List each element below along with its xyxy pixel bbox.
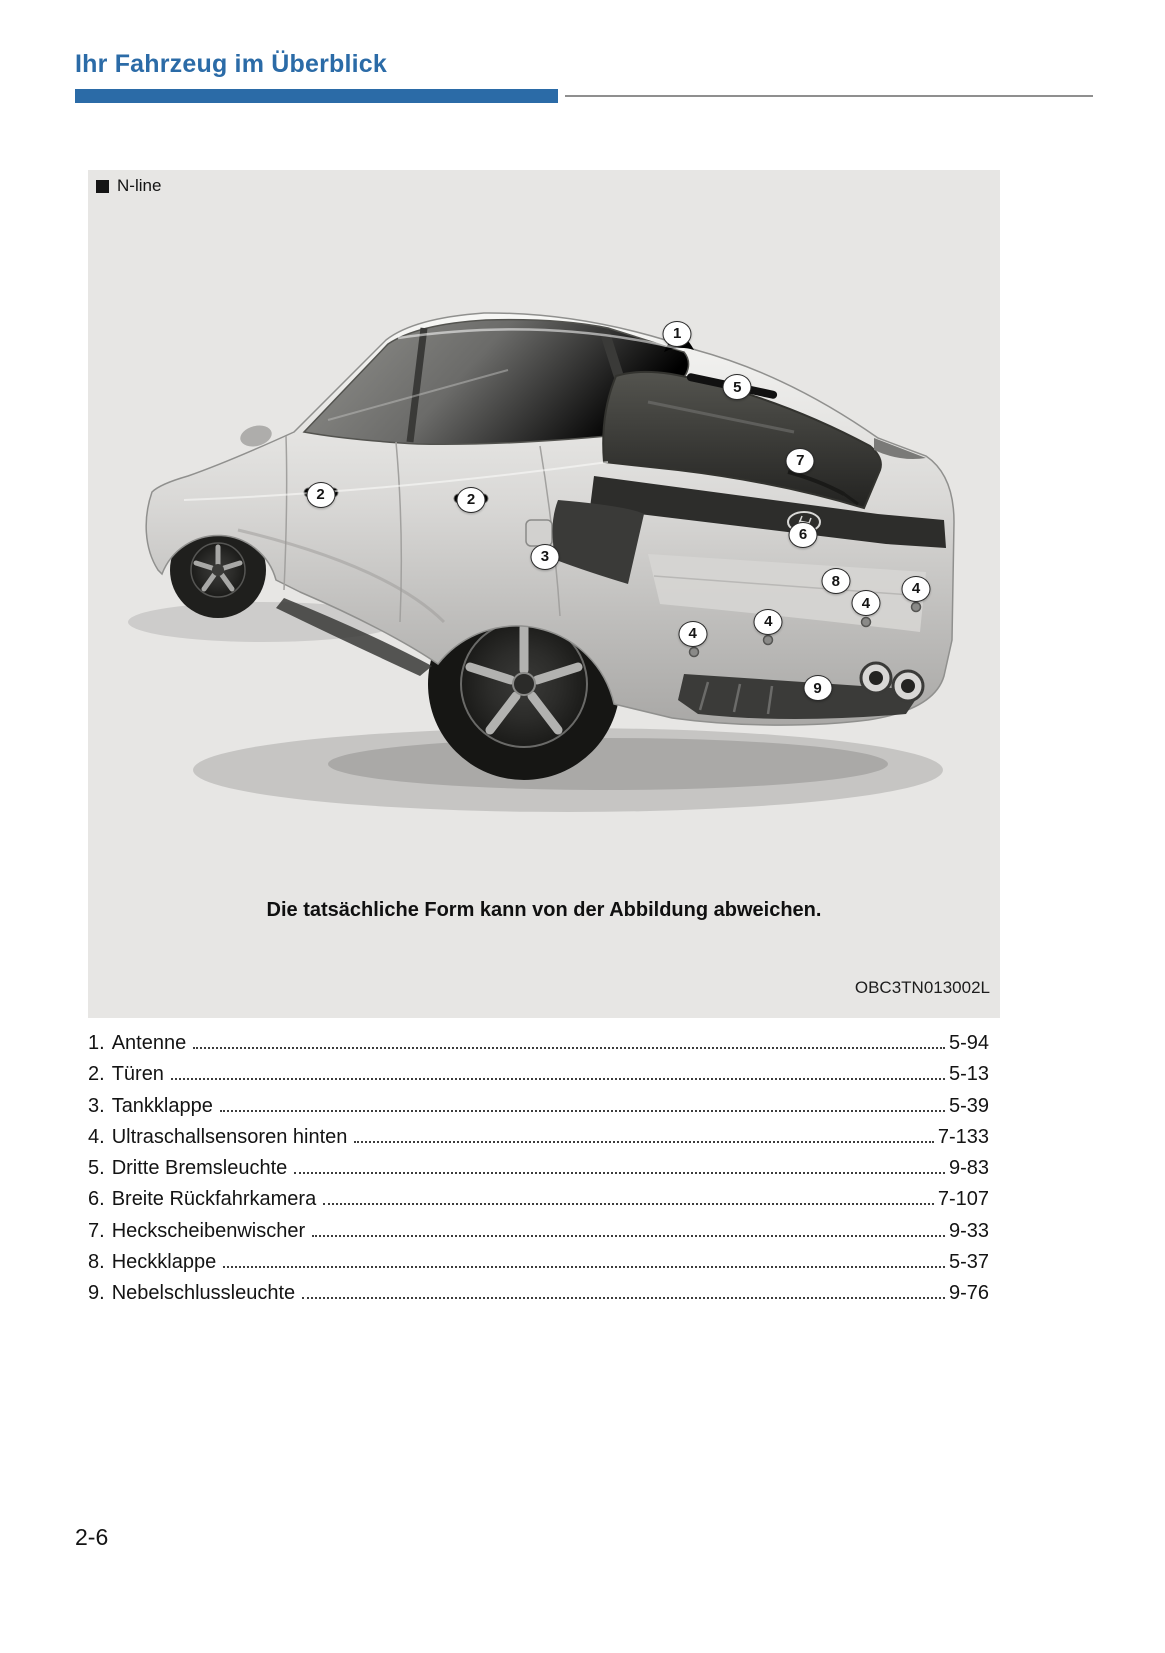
toc-item-label: Tankklappe — [111, 1094, 213, 1117]
toc-item-page: 7-133 — [937, 1125, 989, 1148]
part-callout — [851, 590, 880, 616]
toc-item-number: 2. — [88, 1063, 105, 1086]
toc-row[interactable] — [88, 1188, 989, 1219]
part-callout — [902, 576, 931, 602]
toc-item-page: 5-39 — [948, 1094, 989, 1117]
variant-marker-square — [96, 180, 109, 193]
toc-item-label: Breite Rückfahrkamera — [111, 1188, 317, 1211]
toc-row[interactable] — [88, 1251, 989, 1282]
part-callout — [678, 621, 707, 647]
toc-item-label: Antenne — [111, 1032, 187, 1054]
toc-row[interactable] — [88, 1126, 989, 1157]
toc-list — [88, 1032, 989, 1314]
toc-leader-dots — [193, 1047, 945, 1049]
toc-leader-dots — [302, 1297, 945, 1299]
toc-item-number: 1. — [88, 1032, 105, 1054]
page-number: 2-6 — [75, 1524, 109, 1550]
page-header — [75, 50, 1093, 103]
toc-item-number: 5. — [88, 1157, 105, 1180]
toc-leader-dots — [294, 1172, 945, 1174]
toc-row[interactable] — [88, 1157, 989, 1188]
header-thin-line — [565, 95, 1093, 97]
callout-number: 2 — [316, 486, 325, 504]
toc-item-label: Türen — [111, 1063, 164, 1086]
toc-leader-dots — [323, 1203, 934, 1205]
callout-number: 6 — [798, 526, 808, 544]
toc-row[interactable] — [88, 1063, 989, 1094]
callout-number: 5 — [733, 378, 742, 396]
toc-row[interactable] — [88, 1032, 989, 1063]
toc-item-label: Ultraschallsensoren hinten — [111, 1125, 348, 1148]
figure-image-code: OBC3TN013002L — [854, 978, 990, 997]
callout-number: 4 — [764, 613, 773, 631]
callout-number: 3 — [540, 548, 550, 566]
part-callout — [457, 487, 486, 513]
callout-number: 4 — [861, 594, 871, 612]
toc-leader-dots — [171, 1078, 945, 1080]
toc-item-number: 6. — [88, 1188, 105, 1211]
figure-panel — [88, 170, 1000, 1018]
toc-item-page: 9-76 — [948, 1282, 989, 1305]
callout-number: 9 — [813, 679, 822, 697]
toc-leader-dots — [220, 1110, 945, 1112]
toc-item-number: 8. — [88, 1251, 105, 1274]
toc-item-label: Heckscheibenwischer — [111, 1219, 306, 1242]
toc-leader-dots — [354, 1141, 933, 1143]
header-accent-bar — [75, 89, 558, 103]
callout-number: 7 — [796, 452, 805, 470]
toc-row[interactable] — [88, 1282, 989, 1313]
toc-item-label: Nebelschlussleuchte — [111, 1282, 296, 1305]
figure-caption: Die tatsächliche Form kann von der Abbildung abweichen. — [266, 899, 822, 921]
callout-layer — [88, 170, 1000, 1018]
toc-item-page: 5-37 — [948, 1251, 989, 1274]
callout-number: 2 — [466, 491, 476, 509]
toc-item-label: Dritte Bremsleuchte — [111, 1157, 288, 1180]
toc-item-number: 4. — [88, 1125, 105, 1148]
toc-item-page: 5-13 — [948, 1063, 989, 1086]
toc-item-number: 7. — [88, 1219, 105, 1242]
toc-item-page: 7-107 — [937, 1188, 989, 1211]
part-callout — [723, 374, 752, 400]
variant-label-row — [96, 176, 161, 196]
toc-item-number: 3. — [88, 1094, 105, 1117]
toc-item-page: 9-33 — [948, 1219, 989, 1242]
toc-item-page: 9-83 — [948, 1157, 989, 1180]
toc-leader-dots — [312, 1235, 945, 1237]
callout-number: 4 — [688, 625, 697, 643]
part-callout — [530, 544, 559, 570]
page-title: Ihr Fahrzeug im Überblick — [75, 50, 388, 78]
toc-leader-dots — [223, 1266, 945, 1268]
toc-item-number: 9. — [88, 1282, 105, 1305]
part-callout — [803, 675, 832, 701]
part-callout — [306, 482, 335, 508]
part-callout — [821, 568, 850, 594]
callout-number: 8 — [831, 572, 840, 590]
part-callout — [663, 321, 692, 347]
toc-row[interactable] — [88, 1220, 989, 1251]
part-callout — [789, 522, 818, 548]
toc-item-page: 5-94 — [948, 1032, 989, 1054]
part-callout — [754, 609, 783, 635]
variant-label: N-line — [117, 176, 162, 195]
toc-row[interactable] — [88, 1095, 989, 1126]
callout-number: 4 — [911, 580, 921, 598]
header-rule — [75, 89, 1093, 103]
part-callout — [786, 448, 815, 474]
callout-number: 1 — [672, 325, 682, 343]
toc-item-label: Heckklappe — [111, 1251, 217, 1274]
